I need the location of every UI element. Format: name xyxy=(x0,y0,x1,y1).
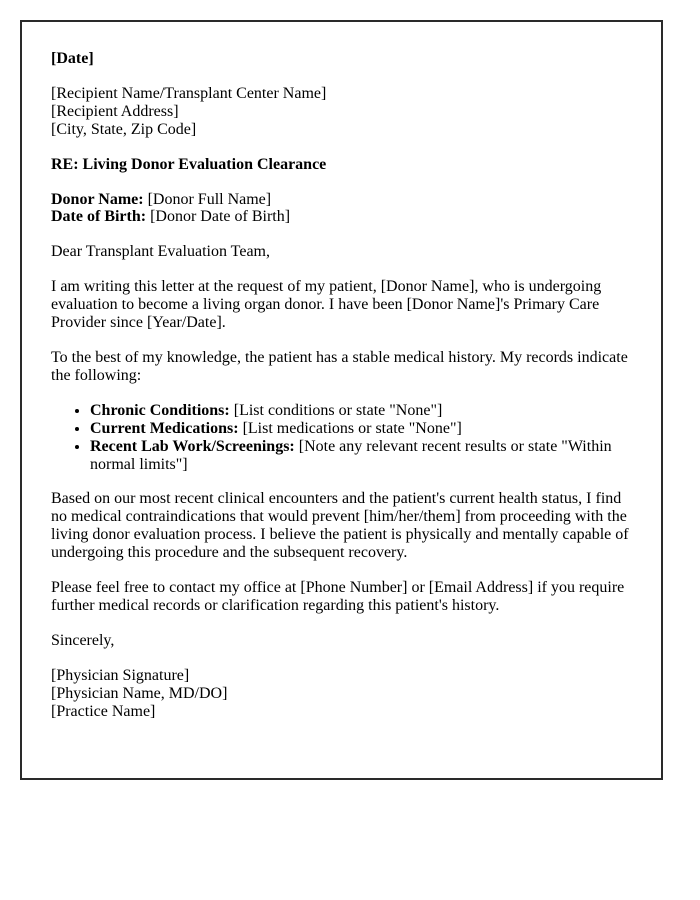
donor-name-value: [Donor Full Name] xyxy=(143,190,272,208)
donor-dob-value: [Donor Date of Birth] xyxy=(146,208,291,226)
bullet-text: [Note any relevant recent results or state "Within normal limits"] xyxy=(90,437,612,473)
physician-signature-line: [Physician Signature] xyxy=(51,666,190,684)
recipient-address-line: [Recipient Address] xyxy=(51,102,179,120)
bullet-label: Recent Lab Work/Screenings: xyxy=(90,437,295,455)
bullet-text: [List conditions or state "None"] xyxy=(229,401,443,419)
date-placeholder: [Date] xyxy=(51,50,94,67)
signature-block xyxy=(51,667,631,721)
bullet-text: [List medications or state "None"] xyxy=(238,419,462,437)
medical-summary-list xyxy=(51,402,631,474)
list-item-chronic-conditions xyxy=(90,402,631,420)
bullet-label: Chronic Conditions: xyxy=(90,401,230,419)
salutation: Dear Transplant Evaluation Team, xyxy=(51,243,270,261)
contact-paragraph: Please feel free to contact my office at [Phone Number] or [Email Address] if you require further medical records or clarification regarding this patient's history. xyxy=(51,579,625,614)
donor-name-line xyxy=(51,191,631,209)
donor-dob-label: Date of Birth: xyxy=(51,208,147,226)
closing: Sincerely, xyxy=(51,631,115,649)
list-item-recent-lab-work xyxy=(90,438,631,474)
assessment-paragraph: Based on our most recent clinical encounters and the patient's current health status, I find no medical contraindications that would prevent [him/her/them] from proceeding with the living donor evaluation process. I believe the patient is physically and mentally capable of undergoing this procedure and the subsequent recovery. xyxy=(51,490,629,562)
recipient-name-line: [Recipient Name/Transplant Center Name] xyxy=(51,84,327,102)
donor-dob-line xyxy=(51,208,631,226)
bullet-label: Current Medications: xyxy=(90,419,239,437)
practice-name-line: [Practice Name] xyxy=(51,702,156,720)
recipient-city-line: [City, State, Zip Code] xyxy=(51,120,197,138)
subject-line: RE: Living Donor Evaluation Clearance xyxy=(51,155,327,173)
intro-paragraph: I am writing this letter at the request of my patient, [Donor Name], who is undergoing evaluation to become a living organ donor. I have been [Donor Name]'s Primary Care Provider since [Year/Date]. xyxy=(51,278,602,332)
donor-name-label: Donor Name: xyxy=(51,190,144,208)
physician-name-line: [Physician Name, MD/DO] xyxy=(51,684,228,702)
records-paragraph: To the best of my knowledge, the patient has a stable medical history. My records indicate the following: xyxy=(51,348,628,384)
recipient-address-block xyxy=(51,85,631,139)
list-item-current-medications xyxy=(90,420,631,438)
letter-document xyxy=(20,20,663,780)
donor-info-block xyxy=(51,191,631,227)
